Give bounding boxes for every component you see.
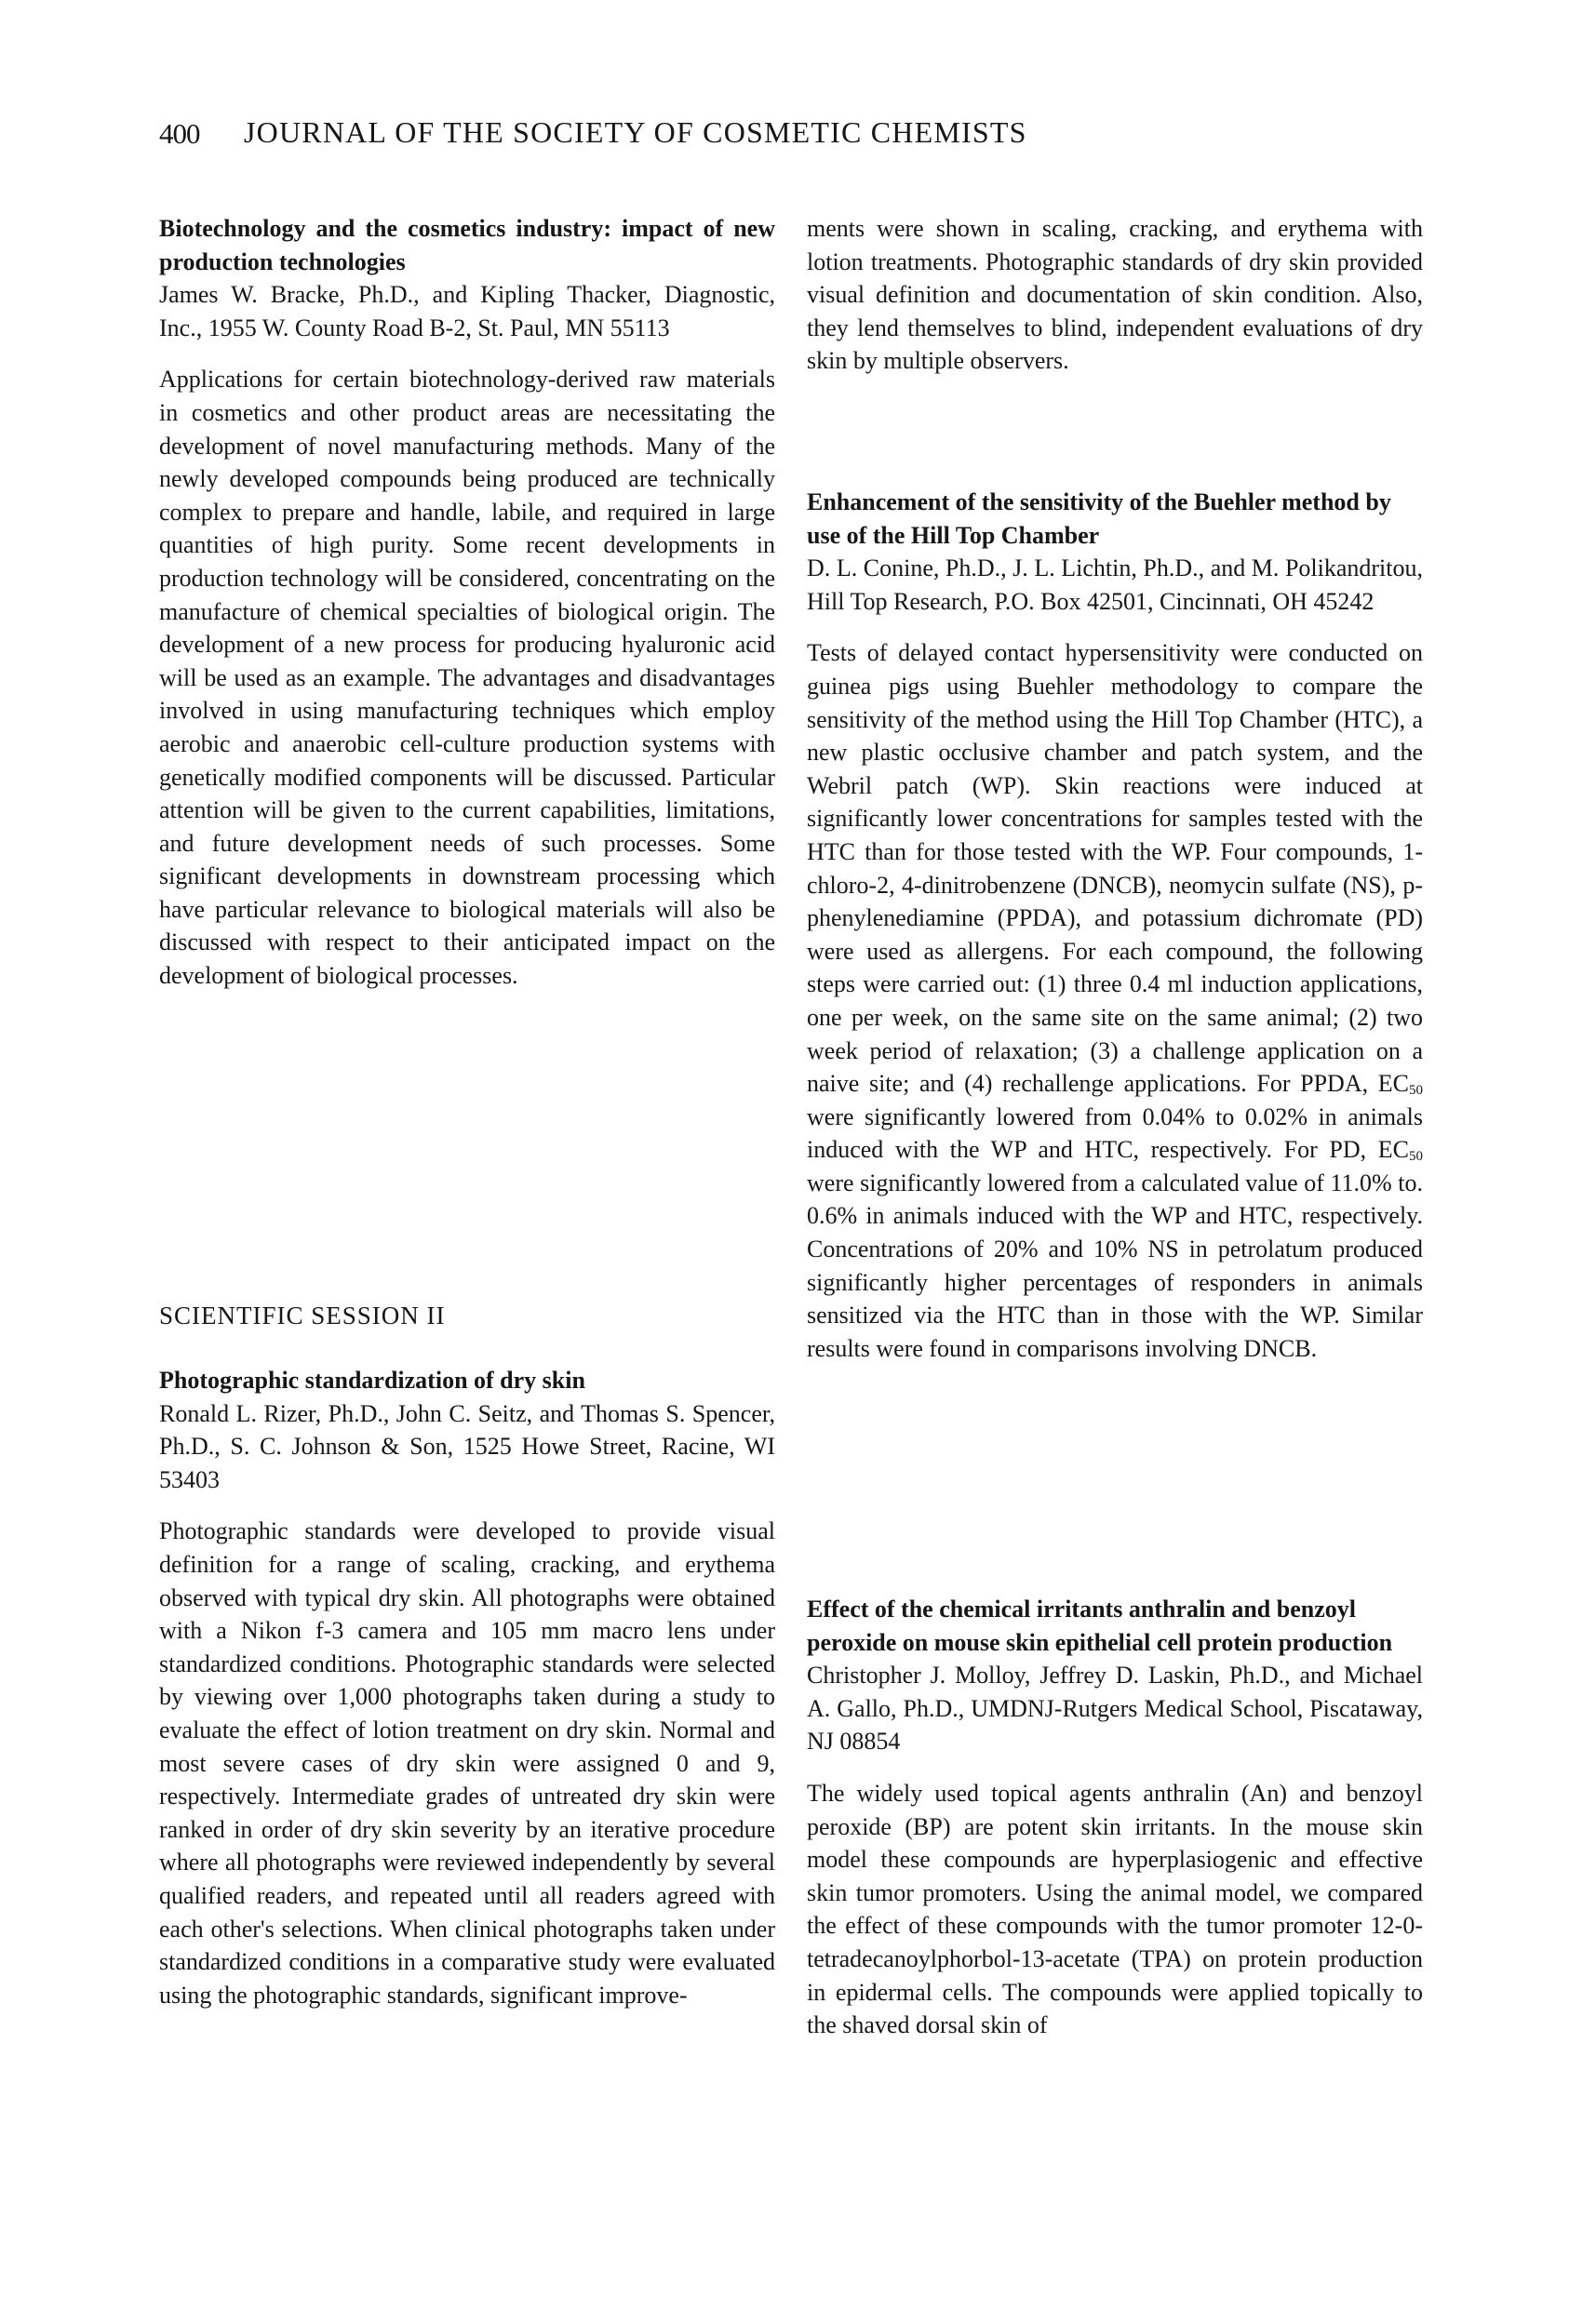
running-head: JOURNAL OF THE SOCIETY OF COSMETIC CHEMISTS bbox=[244, 115, 1027, 149]
article-3-abstract bbox=[807, 636, 1423, 1365]
ec50-subscript: 50 bbox=[1409, 1083, 1423, 1099]
article-2-abstract-continued: ments were shown in scaling, cracking, and erythema with lotion treatments. Photographic standards of dry skin provided visual definition and documentation of skin condition. Also, they lend themselves to blind, independent evaluations of dry skin by multiple observers. bbox=[807, 215, 1423, 375]
article-3-abstract-part-3: were significantly lowered from a calculated value of 11.0% to. 0.6% in animals induced with the WP and HTC, respectively. Concentrations of 20% and 10% NS in petrolatum produced significantly higher percentages of responders in animals sensitized via the HTC than in those with the WP. Similar results were found in comparisons involving DNCB. bbox=[807, 1169, 1423, 1362]
article-2 bbox=[159, 1364, 775, 2011]
article-4 bbox=[807, 1593, 1423, 2042]
article-3 bbox=[807, 486, 1423, 1365]
right-column bbox=[807, 0, 1423, 2324]
page-number: 400 bbox=[159, 117, 200, 150]
article-4-authors: Christopher J. Molloy, Jeffrey D. Laskin, Ph.D., and Michael A. Gallo, Ph.D., UMDNJ-Rutgers Medical School, Piscataway, NJ 08854 bbox=[807, 1662, 1423, 1756]
article-4-abstract: The widely used topical agents anthralin (An) and benzoyl peroxide (BP) are potent skin irritants. In the mouse skin model these compounds are hyperplasiogenic and effective skin tumor promoters. Using the animal model, we compared the effect of these compounds with the tumor promoter 12-0-tetradecanoylphorbol-13-acetate (TPA) on protein production in epidermal cells. The compounds were applied topically to the shaved dorsal skin of bbox=[807, 1779, 1423, 2039]
article-3-abstract-part-1: Tests of delayed contact hypersensitivity were conducted on guinea pigs using Buehler methodology to compare the sensitivity of the method using the Hill Top Chamber (HTC), a new plastic occlusive chamber and patch system, and the Webril patch (WP). Skin reactions were induced at significantly lower concentrations for samples tested with the HTC than for those tested with the WP. Four compounds, 1-chloro-2, 4-dinitrobenzene (DNCB), neomycin sulfate (NS), p-phenylenediamine (PPDA), and potassium dichromate (PD) were used as allergens. For each compound, the following steps were carried out: (1) three 0.4 ml induction applications, one per week, on the same site on the same animal; (2) two week period of relaxation; (3) a challenge application on a naive site; and (4) rechallenge applications. For PPDA, EC bbox=[807, 639, 1423, 1098]
article-1-abstract: Applications for certain biotechnology-derived raw materials in cosmetics and other product areas are necessitating the development of novel manufacturing methods. Many of the newly developed compounds being produced are technically complex to prepare and handle, labile, and required in large quantities of high purity. Some recent developments in production technology will be considered, concentrating on the manufacture of chemical specialties of biological origin. The development of a new process for producing hyaluronic acid will be used as an example. The advantages and disadvantages involved in using manufacturing techniques which employ aerobic and anaerobic cell-culture production systems with genetically modified components will be discussed. Particular attention will be given to the current capabilities, limitations, and future development needs of such processes. Some significant developments in downstream processing which have particular relevance to biological materials will also be discussed with respect to their anticipated impact on the development of biological processes. bbox=[159, 366, 775, 990]
article-3-title: Enhancement of the sensitivity of the Buehler method by use of the Hill Top Chamber bbox=[807, 488, 1391, 549]
article-1 bbox=[159, 212, 775, 993]
ec50-subscript: 50 bbox=[1409, 1149, 1423, 1165]
left-column bbox=[159, 0, 775, 2324]
article-3-abstract-part-2: were significantly lowered from 0.04% to 0.02% in animals induced with the WP and HTC, respectively. For PD, EC bbox=[807, 1102, 1423, 1164]
session-heading: SCIENTIFIC SESSION II bbox=[159, 1302, 446, 1329]
article-4-title: Effect of the chemical irritants anthralin and benzoyl peroxide on mouse skin epithelial cell protein production bbox=[807, 1596, 1393, 1656]
article-2-authors: Ronald L. Rizer, Ph.D., John C. Seitz, and Thomas S. Spencer, Ph.D., S. C. Johnson & Son, 1525 Howe Street, Racine, WI 53403 bbox=[159, 1399, 775, 1493]
article-1-title: Biotechnology and the cosmetics industry: impact of new production technologies bbox=[159, 215, 775, 275]
article-1-authors: James W. Bracke, Ph.D., and Kipling Thacker, Diagnostic, Inc., 1955 W. County Road B-2, St. Paul, MN 55113 bbox=[159, 281, 775, 341]
article-2-title: Photographic standardization of dry skin bbox=[159, 1367, 585, 1394]
article-2-abstract: Photographic standards were developed to provide visual definition for a range of scaling, cracking, and erythema observed with typical dry skin. All photographs were obtained with a Nikon f-3 camera and 105 mm macro lens under standardized conditions. Photographic standards were selected by viewing over 1,000 photographs taken during a study to evaluate the effect of lotion treatment on dry skin. Normal and most severe cases of dry skin were assigned 0 and 9, respectively. Intermediate grades of untreated dry skin were ranked in order of dry skin severity by an iterative procedure where all photographs were reviewed independently by several qualified readers, and repeated until all readers agreed with each other's selections. When clinical photographs taken under standardized conditions in a comparative study were evaluated using the photographic standards, significant improve- bbox=[159, 1517, 775, 2009]
article-3-authors: D. L. Conine, Ph.D., J. L. Lichtin, Ph.D., and M. Polikandritou, Hill Top Research, P.O. Box 42501, Cincinnati, OH 45242 bbox=[807, 554, 1423, 615]
